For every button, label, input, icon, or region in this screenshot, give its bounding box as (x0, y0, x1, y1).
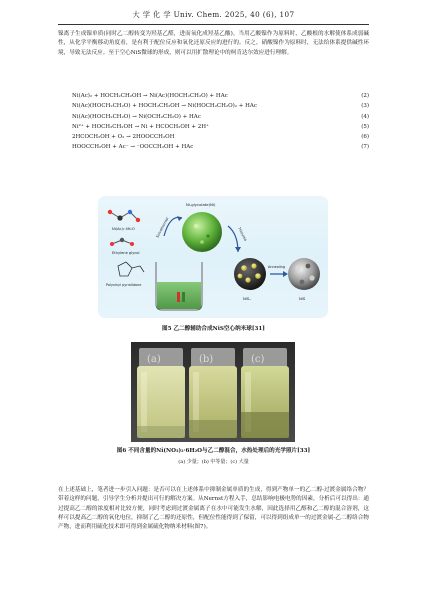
nis-sphere (288, 258, 320, 290)
pvp-structure (118, 262, 144, 276)
equation-row (72, 142, 369, 152)
ni-glycolate-sphere (182, 212, 222, 252)
journal-header: 大 学 化 学 Univ. Chem. 2025, 40 (6), 107 (132, 10, 295, 19)
equation-row (72, 112, 369, 122)
label-pvp: Polyvinyl pyrrolidone (106, 283, 142, 287)
equation-row (72, 91, 369, 101)
equation-number: (7) (361, 144, 369, 151)
panel-label-b: (b) (199, 354, 214, 365)
equation-number: (2) (361, 93, 369, 99)
equation-text: 2HCOCH₂OH + O₂ → 2HOOCCH₂OH (72, 134, 175, 141)
figure6-caption: 图6 不同含量的Ni(NO₃)₂·6H₂O与乙二醇混合，水热处理后的光学照片[33] (116, 448, 311, 454)
equation-number: (3) (361, 103, 369, 110)
paragraph-intro: 镍离子生成镍单质(同时乙二醇转变为羟基乙醛，进而氧化成羟基乙酸)。当用乙酸镍作为原料时，乙酸根的水解使体系成弱碱性，从化学平衡移动角度看，是有利于配位反应和氧化还原反应的进行的。反之，硝酸镍作为原料时，无法给体系提供碱性环境，导致无法反应。至于空心NiS微球的形成，则可以用扩散理论中的柯肯达尔效应进行理解。 (58, 31, 369, 56)
equation-row (72, 122, 369, 132)
figure5-schematic (98, 196, 328, 318)
figure6-photo (131, 342, 295, 442)
equation-text: Ni(Ac)(HOCH₂CH₂O) → Ni(OCH₂CH₂O) + HAc (72, 113, 201, 120)
label-nis: NiS (299, 296, 306, 301)
panel-label-a: (a) (147, 354, 161, 365)
equation-text: Ni(Ac)(HOCH₂CH₂O) + HOCH₂CH₂OH → Ni(HOCH₂CH₂O)₂ + HAc (72, 103, 257, 110)
figure5-caption: 图5 乙二醇辅助合成NiS空心纳米球[31] (162, 326, 265, 332)
equation-number: (5) (361, 123, 369, 130)
figure6-svg (131, 342, 295, 442)
equation-text: HOOCCH₂OH + Ac⁻ → ⁻OOCCH₂OH + HAc (72, 144, 194, 151)
label-solvothermal: Solvothermal (155, 216, 170, 239)
figure5-svg (98, 196, 328, 318)
vial-c (241, 348, 289, 438)
label-ethylene-glycol: Ethylene glycol (112, 251, 140, 255)
ni-ac-molecule (108, 210, 140, 222)
equation-list (72, 91, 369, 153)
vial-a (137, 348, 185, 438)
label-annealing: Annealing (268, 265, 285, 269)
equation-text: Ni(Ac)₂ + HOCH₂CH₂OH → Ni(Ac)(HOCH₂CH₂O) + HAc (72, 93, 228, 99)
label-ni-glycolate: Ni-glycolate(Ni) (186, 202, 216, 207)
equation-number: (6) (361, 134, 369, 141)
equation-number: (4) (361, 113, 369, 120)
equation-text: Ni²⁺ + HOCH₂CH₂OH → Ni + HCOCH₂OH + 2H⁺ (72, 123, 209, 130)
equation-row (72, 101, 369, 111)
paragraph-discussion: 在上述基础上，笔者进一步引入问题：是否可以在上述体系中抑制金属单质的生成，得到产物单一的乙二醇-过渡金属络合物？带着这样的问题，引导学生分析并提出可行的解决方案。从Nernst方程入手，总结影响电极电势的因素，分析后可以得出：通过提高乙二醇的浓度相对比较方便，同时考虑到过渡金属离子在水中可能发生水解，因此选择用乙醇和乙二醇的混合溶剂，这样可以提高乙二醇的氧化电位，抑制了乙二醇的还原性，但配位性能得到了保留，可以得到组成单一的过渡金属-乙二醇络合物产物，进而利用硫化技术即可得到金属硫化物纳米材料(图7)。 (58, 487, 369, 531)
panel-label-c: (c) (251, 354, 265, 365)
reaction-beaker (156, 262, 202, 310)
figure6-subcaption: (a) 少量；(b) 中等量；(c) 大量 (178, 459, 249, 465)
label-ni-ac: Ni(Ac)₂·4H₂O (112, 227, 135, 231)
header-rule (58, 24, 369, 25)
label-nis-x: NiSₓ (243, 296, 251, 301)
ethylene-glycol-molecule (110, 238, 134, 246)
label-thiourea: Thiourea (237, 226, 248, 242)
equation-row (72, 132, 369, 142)
